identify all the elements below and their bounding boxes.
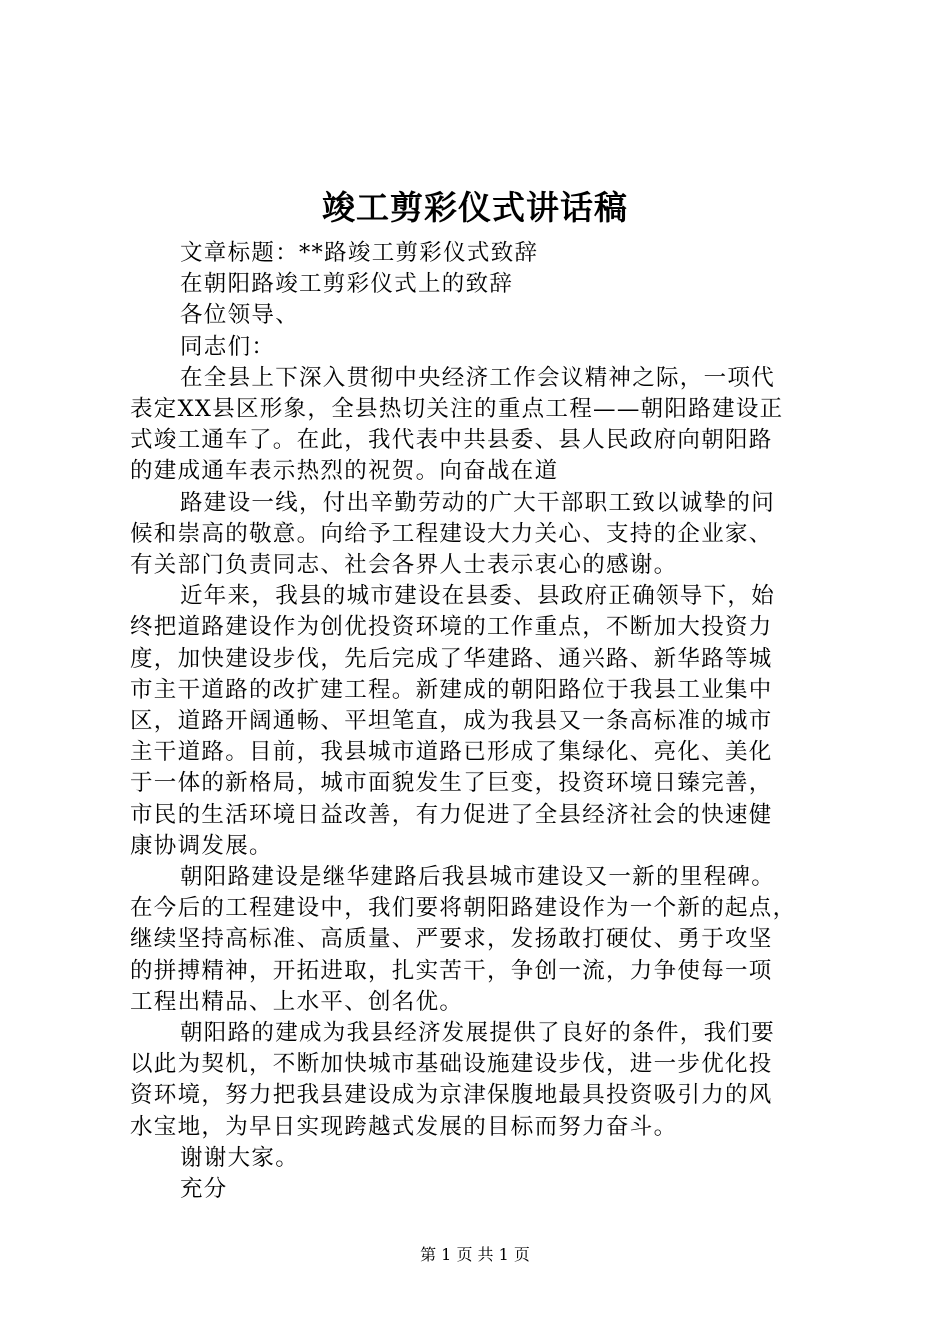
body-line: 近年来，我县的城市建设在县委、县政府正确领导下，始	[180, 583, 776, 610]
body-line: 朝阳路的建成为我县经济发展提供了良好的条件，我们要	[180, 1020, 776, 1047]
body-line: 在全县上下深入贯彻中央经济工作会议精神之际，一项代	[180, 364, 776, 391]
body-line: 候和崇高的敬意。向给予工程建设大力关心、支持的企业家、	[130, 520, 773, 547]
body-line: 资环境，努力把我县建设成为京津保腹地最具投资吸引力的风	[130, 1082, 773, 1109]
body-line: 的拼搏精神，开拓进取，扎实苦干，争创一流，力争使每一项	[130, 957, 773, 984]
body-line: 工程出精品、上水平、创名优。	[130, 988, 464, 1015]
body-line: 在朝阳路竣工剪彩仪式上的致辞	[180, 271, 514, 298]
body-line: 继续坚持高标准、高质量、严要求，发扬敢打硬仗、勇于攻坚	[130, 926, 773, 953]
body-line: 区，道路开阔通畅、平坦笔直，成为我县又一条高标准的城市	[130, 708, 773, 735]
document-body	[130, 238, 835, 1205]
body-line: 度，加快建设步伐，先后完成了华建路、通兴路、新华路等城	[130, 645, 773, 672]
body-line: 水宝地，为早日实现跨越式发展的目标而努力奋斗。	[130, 1113, 678, 1140]
body-line: 各位领导、	[180, 302, 300, 329]
body-line: 充分	[180, 1176, 228, 1203]
body-line: 式竣工通车了。在此，我代表中共县委、县人民政府向朝阳路	[130, 427, 773, 454]
body-line: 文章标题：**路竣工剪彩仪式致辞	[180, 240, 539, 266]
body-line: 的建成通车表示热烈的祝贺。向奋战在道	[130, 458, 559, 485]
body-line: 终把道路建设作为创优投资环境的工作重点，不断加大投资力	[130, 614, 773, 641]
body-line: 主干道路。目前，我县城市道路已形成了集绿化、亮化、美化	[130, 739, 773, 766]
body-line: 有关部门负责同志、社会各界人士表示衷心的感谢。	[130, 552, 678, 579]
document-title: 竣工剪彩仪式讲话稿	[322, 188, 628, 227]
body-line: 以此为契机，不断加快城市基础设施建设步伐，进一步优化投	[130, 1051, 773, 1078]
body-line: 朝阳路建设是继华建路后我县城市建设又一新的里程碑。	[180, 864, 776, 891]
page-footer: 第 1 页 共 1 页	[420, 1245, 530, 1264]
body-line: 谢谢大家。	[180, 1144, 300, 1171]
body-line: 市民的生活环境日益改善，有力促进了全县经济社会的快速健	[130, 801, 773, 828]
body-line: 在今后的工程建设中，我们要将朝阳路建设作为一个新的起点，	[130, 895, 797, 922]
body-line: 康协调发展。	[130, 832, 273, 859]
body-line: 同志们：	[180, 333, 276, 360]
body-line: 于一体的新格局，城市面貌发生了巨变，投资环境日臻完善，	[130, 770, 773, 797]
body-line: 路建设一线，付出辛勤劳动的广大干部职工致以诚挚的问	[180, 489, 776, 516]
body-line: 市主干道路的改扩建工程。新建成的朝阳路位于我县工业集中	[130, 676, 773, 703]
body-line: 表定XX县区形象，全县热切关注的重点工程——朝阳路建设正	[130, 396, 784, 423]
